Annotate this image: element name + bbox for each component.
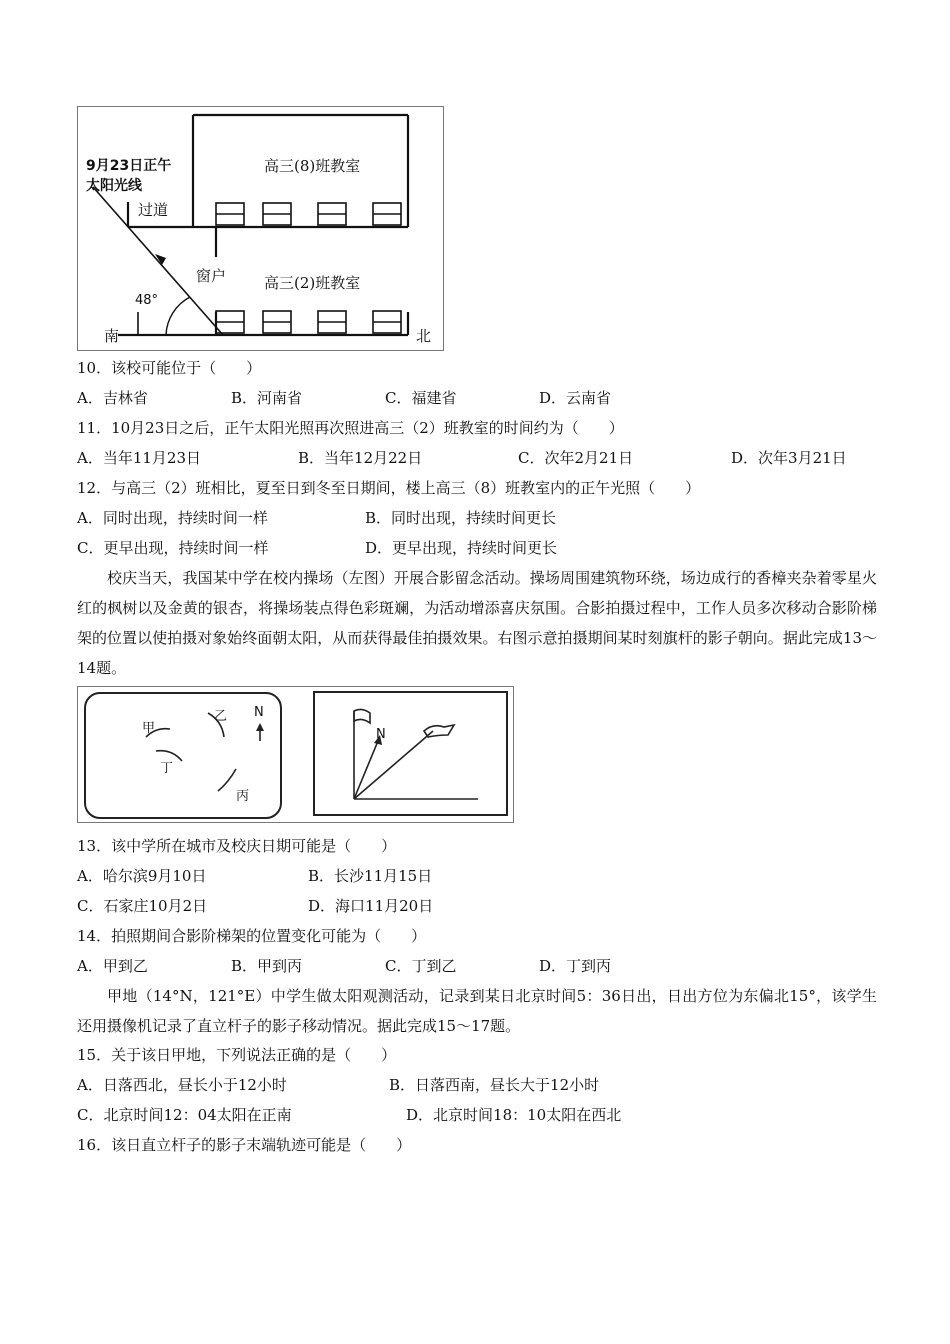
- figure2-svg: [78, 687, 513, 822]
- angle-label: 48°: [135, 293, 159, 308]
- question-16-stem: 16．该日直立杆子的影子末端轨迹可能是（ ）: [77, 1136, 412, 1154]
- q12-option-b[interactable]: B．同时出现，持续时间更长: [365, 509, 557, 527]
- classroom-diagram-svg: [78, 107, 443, 350]
- question-11-stem: 11．10月23日之后，正午太阳光照再次照进高三（2）班教室的时间约为（ ）: [77, 419, 624, 437]
- q10-option-b[interactable]: B．河南省: [231, 389, 303, 407]
- q15-option-d[interactable]: D．北京时间18：10太阳在西北: [406, 1106, 622, 1124]
- q14-option-c[interactable]: C．丁到乙: [385, 957, 457, 975]
- corridor-label: 过道: [138, 201, 169, 219]
- q13-option-a[interactable]: A．哈尔滨9月10日: [77, 867, 207, 885]
- q13-option-b[interactable]: B．长沙11月15日: [308, 867, 433, 885]
- question-13-stem: 13．该中学所在城市及校庆日期可能是（ ）: [77, 837, 397, 855]
- passage-school-anniversary: 校庆当天，我国某中学在校内操场（左图）开展合影留念活动。操场周围建筑物环绕，场边成行的香樟夹杂着零星火红的枫树以及金黄的银杏，将操场装点得色彩斑斓，为活动增添喜庆氛围。合影拍摄过程中，工作人员多次移动合影阶梯架的位置以使拍摄对象始终面朝太阳，从而获得最佳拍摄效果。右图示意拍摄期间某时刻旗杆的影子朝向。据此完成13～14题。: [77, 569, 877, 677]
- angle-arc: [166, 297, 190, 335]
- q11-option-b[interactable]: B．当年12月22日: [298, 449, 423, 467]
- window-label: 窗户: [196, 267, 227, 285]
- north-label: 北: [416, 327, 432, 345]
- q13-option-d[interactable]: D．海口11月20日: [308, 897, 434, 915]
- q12-option-a[interactable]: A．同时出现，持续时间一样: [77, 509, 268, 527]
- question-14-stem: 14．拍照期间合影阶梯架的位置变化可能为（ ）: [77, 927, 427, 945]
- q14-option-d[interactable]: D．丁到丙: [539, 957, 612, 975]
- q11-option-c[interactable]: C．次年2月21日: [518, 449, 634, 467]
- q10-option-c[interactable]: C．福建省: [385, 389, 457, 407]
- q14-option-a[interactable]: A．甲到乙: [77, 957, 148, 975]
- label-ding: 丁: [160, 761, 174, 776]
- sunlight-label-line1: 9月23日正午: [86, 158, 172, 174]
- playground-and-flagpole-figure: [77, 686, 514, 823]
- shadow-line: [354, 731, 433, 799]
- south-label: 南: [104, 327, 120, 345]
- q15-option-a[interactable]: A．日落西北，昼长小于12小时: [77, 1076, 287, 1094]
- arc-bing: [218, 769, 236, 791]
- north-label-left: N: [254, 705, 264, 720]
- q12-option-c[interactable]: C．更早出现，持续时间一样: [77, 539, 269, 557]
- label-jia: 甲: [142, 721, 156, 736]
- north-label-right: N: [376, 727, 386, 742]
- lower-classroom-label: 高三(2)班教室: [264, 274, 361, 292]
- classroom-sunlight-diagram: [77, 106, 444, 351]
- q12-option-d[interactable]: D．更早出现，持续时间更长: [365, 539, 558, 557]
- question-10-stem: 10．该校可能位于（ ）: [77, 359, 262, 377]
- passage-sun-observation: 甲地（14°N，121°E）中学生做太阳观测活动，记录到某日北京时间5：36日出，日出方位为东偏北15°，该学生还用摄像机记录了直立杆子的影子移动情况。据此完成15～17题。: [77, 987, 877, 1035]
- q15-option-b[interactable]: B．日落西南，昼长大于12小时: [389, 1076, 600, 1094]
- sunlight-label-line2: 太阳光线: [86, 178, 142, 194]
- q11-option-a[interactable]: A．当年11月23日: [77, 449, 202, 467]
- question-15-stem: 15．关于该日甲地，下列说法正确的是（ ）: [77, 1046, 397, 1064]
- q11-option-d[interactable]: D．次年3月21日: [731, 449, 847, 467]
- question-12-stem: 12．与高三（2）班相比，夏至日到冬至日期间，楼上高三（8）班教室内的正午光照（ ）: [77, 479, 701, 497]
- q10-option-a[interactable]: A．吉林省: [77, 389, 148, 407]
- label-bing: 丙: [236, 789, 250, 804]
- label-yi: 乙: [214, 709, 228, 724]
- q13-option-c[interactable]: C．石家庄10月2日: [77, 897, 208, 915]
- north-arrow-right: [354, 741, 378, 799]
- q10-option-d[interactable]: D．云南省: [539, 389, 612, 407]
- q15-option-c[interactable]: C．北京时间12：04太阳在正南: [77, 1106, 292, 1124]
- upper-classroom-label: 高三(8)班教室: [264, 157, 361, 175]
- q14-option-b[interactable]: B．甲到丙: [231, 957, 303, 975]
